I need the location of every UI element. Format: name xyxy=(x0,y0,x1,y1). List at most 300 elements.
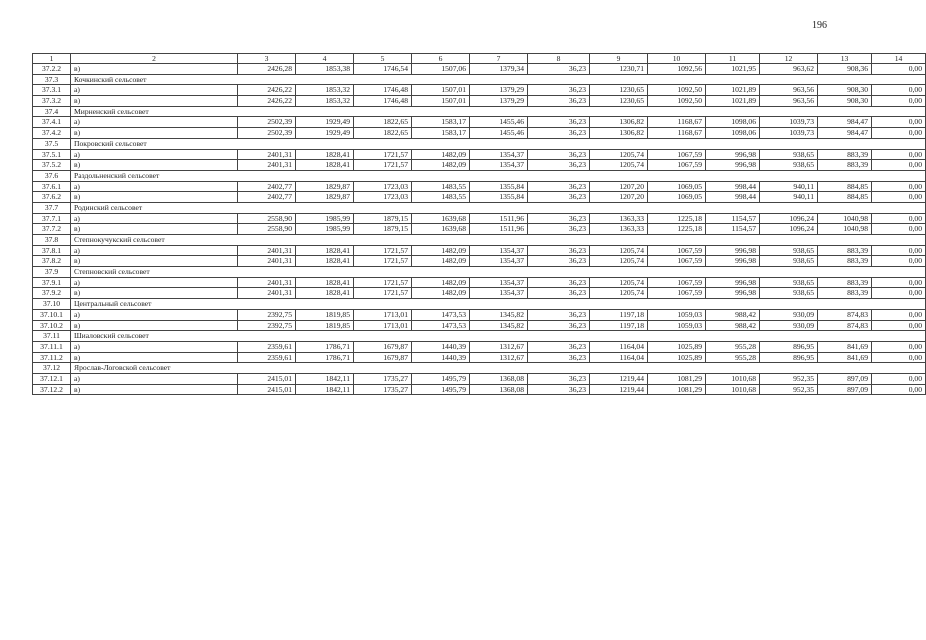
value-cell: 36,23 xyxy=(528,117,590,128)
section-title: Шиаловский сельсовет xyxy=(71,331,296,342)
value-cell: 1639,68 xyxy=(412,224,470,235)
table-row xyxy=(33,181,926,192)
row-index: 37.11.2 xyxy=(33,352,71,363)
value-cell: 1879,15 xyxy=(354,224,412,235)
value-cell: 1168,67 xyxy=(648,128,706,139)
value-cell: 1455,46 xyxy=(470,117,528,128)
value-cell: 1828,41 xyxy=(296,256,354,267)
row-label: а) xyxy=(71,213,238,224)
row-label: в) xyxy=(71,96,238,107)
section-row xyxy=(33,299,926,310)
value-cell: 841,69 xyxy=(818,341,872,352)
value-cell: 1379,29 xyxy=(470,96,528,107)
value-cell: 1822,65 xyxy=(354,128,412,139)
value-cell: 1312,67 xyxy=(470,341,528,352)
value-cell: 2558,90 xyxy=(238,224,296,235)
column-header: 9 xyxy=(590,54,648,64)
value-cell: 2401,31 xyxy=(238,245,296,256)
value-cell: 1985,99 xyxy=(296,213,354,224)
tariff-table xyxy=(32,53,926,395)
value-cell: 2401,31 xyxy=(238,288,296,299)
table-row xyxy=(33,64,926,75)
value-cell: 1721,57 xyxy=(354,277,412,288)
row-index: 37.8.1 xyxy=(33,245,71,256)
section-filler xyxy=(296,331,926,342)
value-cell: 940,11 xyxy=(760,181,818,192)
value-cell: 0,00 xyxy=(872,320,926,331)
value-cell: 883,39 xyxy=(818,288,872,299)
value-cell: 1819,85 xyxy=(296,320,354,331)
value-cell: 1721,57 xyxy=(354,288,412,299)
row-label: в) xyxy=(71,224,238,235)
row-label: а) xyxy=(71,149,238,160)
value-cell: 1067,59 xyxy=(648,245,706,256)
value-cell: 1197,18 xyxy=(590,309,648,320)
value-cell: 1067,59 xyxy=(648,288,706,299)
table-row xyxy=(33,245,926,256)
section-row xyxy=(33,74,926,85)
value-cell: 1021,95 xyxy=(706,64,760,75)
value-cell: 1164,04 xyxy=(590,341,648,352)
value-cell: 988,42 xyxy=(706,309,760,320)
value-cell: 1154,57 xyxy=(706,224,760,235)
row-index: 37.5 xyxy=(33,138,71,149)
value-cell: 884,85 xyxy=(818,192,872,203)
value-cell: 1205,74 xyxy=(590,149,648,160)
value-cell: 36,23 xyxy=(528,224,590,235)
column-header: 1 xyxy=(33,54,71,64)
column-header: 10 xyxy=(648,54,706,64)
value-cell: 1354,37 xyxy=(470,277,528,288)
value-cell: 1853,32 xyxy=(296,85,354,96)
value-cell: 36,23 xyxy=(528,277,590,288)
value-cell: 1829,87 xyxy=(296,192,354,203)
section-title: Степновский сельсовет xyxy=(71,267,296,278)
row-index: 37.7 xyxy=(33,202,71,213)
section-filler xyxy=(296,202,926,213)
value-cell: 0,00 xyxy=(872,96,926,107)
value-cell: 1067,59 xyxy=(648,160,706,171)
value-cell: 1473,53 xyxy=(412,320,470,331)
value-cell: 1345,82 xyxy=(470,320,528,331)
section-title: Степнокучукский сельсовет xyxy=(71,235,296,246)
table-row xyxy=(33,277,926,288)
value-cell: 1828,41 xyxy=(296,288,354,299)
value-cell: 1379,34 xyxy=(470,64,528,75)
section-filler xyxy=(296,74,926,85)
section-title: Раздольненский сельсовет xyxy=(71,170,296,181)
value-cell: 2392,75 xyxy=(238,320,296,331)
section-row xyxy=(33,138,926,149)
value-cell: 1735,27 xyxy=(354,373,412,384)
column-header: 4 xyxy=(296,54,354,64)
row-index: 37.11.1 xyxy=(33,341,71,352)
value-cell: 1746,48 xyxy=(354,85,412,96)
value-cell: 0,00 xyxy=(872,213,926,224)
value-cell: 2502,39 xyxy=(238,128,296,139)
value-cell: 2359,61 xyxy=(238,352,296,363)
value-cell: 1219,44 xyxy=(590,373,648,384)
value-cell: 952,35 xyxy=(760,384,818,395)
value-cell: 2401,31 xyxy=(238,149,296,160)
value-cell: 1096,24 xyxy=(760,224,818,235)
row-label: а) xyxy=(71,85,238,96)
section-title: Покровский сельсовет xyxy=(71,138,296,149)
value-cell: 896,95 xyxy=(760,341,818,352)
value-cell: 996,98 xyxy=(706,288,760,299)
section-row xyxy=(33,363,926,374)
value-cell: 1368,08 xyxy=(470,384,528,395)
column-header: 2 xyxy=(71,54,238,64)
section-row xyxy=(33,106,926,117)
value-cell: 1511,96 xyxy=(470,224,528,235)
value-cell: 36,23 xyxy=(528,96,590,107)
value-cell: 1230,71 xyxy=(590,64,648,75)
value-cell: 897,09 xyxy=(818,384,872,395)
value-cell: 1092,50 xyxy=(648,85,706,96)
section-row xyxy=(33,235,926,246)
value-cell: 1379,29 xyxy=(470,85,528,96)
row-index: 37.4.1 xyxy=(33,117,71,128)
value-cell: 883,39 xyxy=(818,149,872,160)
value-cell: 0,00 xyxy=(872,160,926,171)
column-header: 14 xyxy=(872,54,926,64)
table-row xyxy=(33,288,926,299)
value-cell: 998,44 xyxy=(706,181,760,192)
table-row xyxy=(33,224,926,235)
row-label: в) xyxy=(71,192,238,203)
section-filler xyxy=(296,299,926,310)
column-header: 5 xyxy=(354,54,412,64)
value-cell: 1455,46 xyxy=(470,128,528,139)
value-cell: 1746,54 xyxy=(354,64,412,75)
value-cell: 1205,74 xyxy=(590,160,648,171)
column-header: 13 xyxy=(818,54,872,64)
row-index: 37.6.1 xyxy=(33,181,71,192)
value-cell: 1639,68 xyxy=(412,213,470,224)
value-cell: 0,00 xyxy=(872,192,926,203)
value-cell: 2392,75 xyxy=(238,309,296,320)
table-header-row xyxy=(33,54,926,64)
value-cell: 1822,65 xyxy=(354,117,412,128)
value-cell: 1363,33 xyxy=(590,213,648,224)
row-index: 37.3 xyxy=(33,74,71,85)
value-cell: 1482,09 xyxy=(412,288,470,299)
value-cell: 1207,20 xyxy=(590,192,648,203)
value-cell: 2426,22 xyxy=(238,85,296,96)
value-cell: 1205,74 xyxy=(590,245,648,256)
value-cell: 874,83 xyxy=(818,320,872,331)
value-cell: 0,00 xyxy=(872,224,926,235)
value-cell: 1482,09 xyxy=(412,160,470,171)
row-index: 37.8.2 xyxy=(33,256,71,267)
value-cell: 1205,74 xyxy=(590,277,648,288)
value-cell: 0,00 xyxy=(872,384,926,395)
value-cell: 1154,57 xyxy=(706,213,760,224)
value-cell: 1828,41 xyxy=(296,149,354,160)
value-cell: 1205,74 xyxy=(590,256,648,267)
value-cell: 1929,49 xyxy=(296,128,354,139)
value-cell: 938,65 xyxy=(760,160,818,171)
section-row xyxy=(33,170,926,181)
value-cell: 1583,17 xyxy=(412,117,470,128)
value-cell: 1059,03 xyxy=(648,309,706,320)
value-cell: 1985,99 xyxy=(296,224,354,235)
value-cell: 1039,73 xyxy=(760,117,818,128)
value-cell: 908,30 xyxy=(818,85,872,96)
value-cell: 908,36 xyxy=(818,64,872,75)
value-cell: 1040,98 xyxy=(818,224,872,235)
value-cell: 963,56 xyxy=(760,96,818,107)
table-row xyxy=(33,128,926,139)
value-cell: 1507,06 xyxy=(412,64,470,75)
value-cell: 36,23 xyxy=(528,288,590,299)
column-header: 7 xyxy=(470,54,528,64)
value-cell: 1473,53 xyxy=(412,309,470,320)
value-cell: 1059,03 xyxy=(648,320,706,331)
value-cell: 1786,71 xyxy=(296,352,354,363)
value-cell: 883,39 xyxy=(818,245,872,256)
value-cell: 1746,48 xyxy=(354,96,412,107)
row-index: 37.3.2 xyxy=(33,96,71,107)
value-cell: 1067,59 xyxy=(648,256,706,267)
row-index: 37.6.2 xyxy=(33,192,71,203)
value-cell: 1040,98 xyxy=(818,213,872,224)
row-label: в) xyxy=(71,384,238,395)
value-cell: 897,09 xyxy=(818,373,872,384)
table-body xyxy=(33,64,926,395)
value-cell: 1354,37 xyxy=(470,160,528,171)
value-cell: 938,65 xyxy=(760,256,818,267)
value-cell: 1786,71 xyxy=(296,341,354,352)
section-row xyxy=(33,267,926,278)
section-row xyxy=(33,331,926,342)
value-cell: 1829,87 xyxy=(296,181,354,192)
value-cell: 36,23 xyxy=(528,341,590,352)
section-row xyxy=(33,202,926,213)
row-index: 37.3.1 xyxy=(33,85,71,96)
value-cell: 1853,38 xyxy=(296,64,354,75)
section-filler xyxy=(296,363,926,374)
value-cell: 883,39 xyxy=(818,256,872,267)
section-filler xyxy=(296,170,926,181)
value-cell: 1092,50 xyxy=(648,96,706,107)
value-cell: 1225,18 xyxy=(648,213,706,224)
value-cell: 1345,82 xyxy=(470,309,528,320)
value-cell: 1828,41 xyxy=(296,245,354,256)
value-cell: 1842,11 xyxy=(296,373,354,384)
row-index: 37.12.2 xyxy=(33,384,71,395)
value-cell: 1495,79 xyxy=(412,384,470,395)
value-cell: 841,69 xyxy=(818,352,872,363)
value-cell: 996,98 xyxy=(706,256,760,267)
value-cell: 0,00 xyxy=(872,341,926,352)
value-cell: 36,23 xyxy=(528,309,590,320)
row-label: а) xyxy=(71,277,238,288)
row-label: а) xyxy=(71,341,238,352)
value-cell: 0,00 xyxy=(872,352,926,363)
value-cell: 36,23 xyxy=(528,352,590,363)
value-cell: 0,00 xyxy=(872,245,926,256)
value-cell: 1842,11 xyxy=(296,384,354,395)
value-cell: 883,39 xyxy=(818,160,872,171)
value-cell: 1713,01 xyxy=(354,320,412,331)
value-cell: 996,98 xyxy=(706,160,760,171)
value-cell: 1219,44 xyxy=(590,384,648,395)
value-cell: 0,00 xyxy=(872,181,926,192)
value-cell: 984,47 xyxy=(818,117,872,128)
value-cell: 1021,89 xyxy=(706,96,760,107)
value-cell: 36,23 xyxy=(528,384,590,395)
value-cell: 1230,65 xyxy=(590,96,648,107)
value-cell: 955,28 xyxy=(706,352,760,363)
row-index: 37.11 xyxy=(33,331,71,342)
value-cell: 1721,57 xyxy=(354,160,412,171)
value-cell: 0,00 xyxy=(872,309,926,320)
table-row xyxy=(33,85,926,96)
value-cell: 874,83 xyxy=(818,309,872,320)
value-cell: 996,98 xyxy=(706,149,760,160)
value-cell: 36,23 xyxy=(528,192,590,203)
value-cell: 1828,41 xyxy=(296,160,354,171)
value-cell: 1483,55 xyxy=(412,181,470,192)
value-cell: 36,23 xyxy=(528,256,590,267)
value-cell: 984,47 xyxy=(818,128,872,139)
value-cell: 36,23 xyxy=(528,320,590,331)
value-cell: 1205,74 xyxy=(590,288,648,299)
row-index: 37.9 xyxy=(33,267,71,278)
row-label: а) xyxy=(71,181,238,192)
value-cell: 952,35 xyxy=(760,373,818,384)
value-cell: 1067,59 xyxy=(648,277,706,288)
value-cell: 1354,37 xyxy=(470,245,528,256)
value-cell: 996,98 xyxy=(706,277,760,288)
value-cell: 0,00 xyxy=(872,64,926,75)
row-index: 37.4.2 xyxy=(33,128,71,139)
table-row xyxy=(33,117,926,128)
value-cell: 930,09 xyxy=(760,320,818,331)
value-cell: 1306,82 xyxy=(590,128,648,139)
value-cell: 963,56 xyxy=(760,85,818,96)
value-cell: 1021,89 xyxy=(706,85,760,96)
value-cell: 1879,15 xyxy=(354,213,412,224)
value-cell: 2415,01 xyxy=(238,384,296,395)
value-cell: 36,23 xyxy=(528,245,590,256)
value-cell: 36,23 xyxy=(528,213,590,224)
row-label: в) xyxy=(71,128,238,139)
value-cell: 1025,89 xyxy=(648,341,706,352)
row-label: в) xyxy=(71,160,238,171)
value-cell: 955,28 xyxy=(706,341,760,352)
value-cell: 908,30 xyxy=(818,96,872,107)
value-cell: 1010,68 xyxy=(706,384,760,395)
value-cell: 1225,18 xyxy=(648,224,706,235)
value-cell: 36,23 xyxy=(528,160,590,171)
value-cell: 884,85 xyxy=(818,181,872,192)
table-row xyxy=(33,341,926,352)
section-title: Центральный сельсовет xyxy=(71,299,296,310)
row-index: 37.7.2 xyxy=(33,224,71,235)
value-cell: 1363,33 xyxy=(590,224,648,235)
section-filler xyxy=(296,106,926,117)
row-index: 37.10.2 xyxy=(33,320,71,331)
value-cell: 0,00 xyxy=(872,288,926,299)
table-row xyxy=(33,373,926,384)
row-index: 37.8 xyxy=(33,235,71,246)
row-index: 37.6 xyxy=(33,170,71,181)
section-filler xyxy=(296,138,926,149)
value-cell: 1721,57 xyxy=(354,256,412,267)
value-cell: 896,95 xyxy=(760,352,818,363)
value-cell: 2426,22 xyxy=(238,96,296,107)
value-cell: 36,23 xyxy=(528,128,590,139)
value-cell: 1828,41 xyxy=(296,277,354,288)
row-label: в) xyxy=(71,256,238,267)
value-cell: 1679,87 xyxy=(354,341,412,352)
value-cell: 1092,56 xyxy=(648,64,706,75)
value-cell: 1355,84 xyxy=(470,181,528,192)
value-cell: 1025,89 xyxy=(648,352,706,363)
row-label: в) xyxy=(71,288,238,299)
value-cell: 963,62 xyxy=(760,64,818,75)
row-label: в) xyxy=(71,64,238,75)
section-filler xyxy=(296,235,926,246)
row-index: 37.9.1 xyxy=(33,277,71,288)
row-index: 37.10.1 xyxy=(33,309,71,320)
row-index: 37.2.2 xyxy=(33,64,71,75)
value-cell: 1039,73 xyxy=(760,128,818,139)
value-cell: 1096,24 xyxy=(760,213,818,224)
value-cell: 1069,05 xyxy=(648,192,706,203)
value-cell: 36,23 xyxy=(528,149,590,160)
value-cell: 1482,09 xyxy=(412,256,470,267)
value-cell: 2502,39 xyxy=(238,117,296,128)
value-cell: 1081,29 xyxy=(648,384,706,395)
table-row xyxy=(33,213,926,224)
value-cell: 0,00 xyxy=(872,117,926,128)
value-cell: 1069,05 xyxy=(648,181,706,192)
value-cell: 2426,28 xyxy=(238,64,296,75)
value-cell: 1721,57 xyxy=(354,149,412,160)
value-cell: 1495,79 xyxy=(412,373,470,384)
column-header: 8 xyxy=(528,54,590,64)
table-row xyxy=(33,160,926,171)
row-index: 37.12.1 xyxy=(33,373,71,384)
table-row xyxy=(33,149,926,160)
value-cell: 1067,59 xyxy=(648,149,706,160)
value-cell: 1482,09 xyxy=(412,277,470,288)
table-row xyxy=(33,309,926,320)
value-cell: 1354,37 xyxy=(470,256,528,267)
value-cell: 1723,03 xyxy=(354,181,412,192)
value-cell: 36,23 xyxy=(528,64,590,75)
table-row xyxy=(33,320,926,331)
value-cell: 0,00 xyxy=(872,277,926,288)
section-filler xyxy=(296,267,926,278)
value-cell: 1010,68 xyxy=(706,373,760,384)
value-cell: 1440,39 xyxy=(412,352,470,363)
value-cell: 0,00 xyxy=(872,256,926,267)
row-index: 37.7.1 xyxy=(33,213,71,224)
table-row xyxy=(33,256,926,267)
value-cell: 1507,01 xyxy=(412,96,470,107)
table-row xyxy=(33,192,926,203)
row-index: 37.10 xyxy=(33,299,71,310)
row-label: в) xyxy=(71,320,238,331)
value-cell: 1679,87 xyxy=(354,352,412,363)
table-row xyxy=(33,384,926,395)
value-cell: 1511,96 xyxy=(470,213,528,224)
